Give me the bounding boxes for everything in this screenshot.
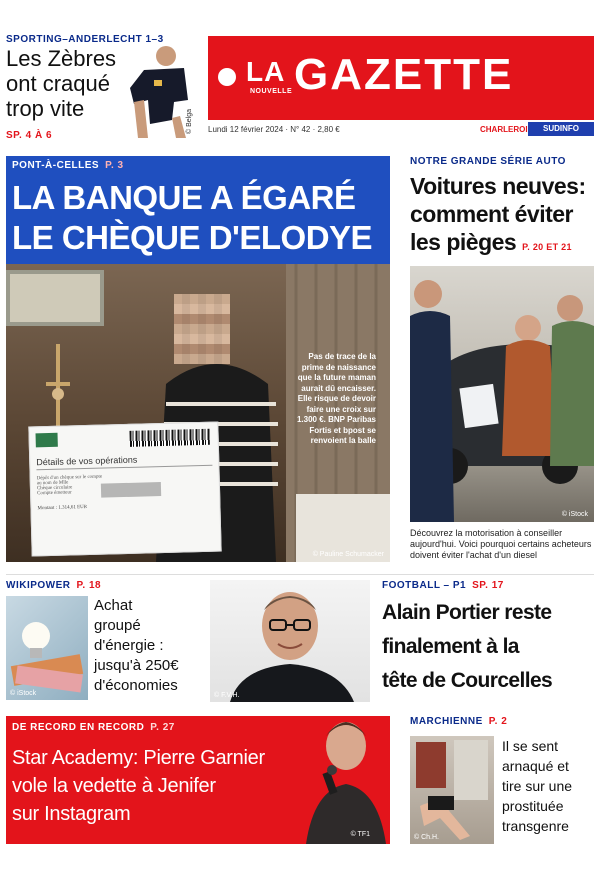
lead-story-photo-credit: © Pauline Schumacker [312,551,384,558]
wikipower-title-line: groupé [94,617,141,634]
marchienne-title-line: tire sur une [502,778,573,794]
auto-story[interactable] [410,156,594,564]
wikipower-photo [6,596,88,700]
document-line: au nom de Mlle [36,480,69,487]
lead-story-blurred-face [174,294,230,364]
lead-story-headline [12,178,384,258]
masthead-publisher-badge[interactable] [528,122,594,136]
lead-story[interactable] [6,156,390,562]
document-title: Détails de vos opérations [36,453,212,471]
auto-story-title-line [410,228,586,261]
lead-story-headline-line: LE CHÈQUE D'ELODYE [12,219,373,256]
lead-story-kicker [12,160,124,171]
marchienne-title-line: arnaqué et [502,758,569,774]
star-academy-title-line: vole la vedette à Jenifer [12,775,216,797]
masthead[interactable] [208,36,594,120]
auto-story-kicker: NOTRE GRANDE SÉRIE AUTO [410,156,566,167]
marchienne-kicker [410,716,507,727]
marchienne-page-ref: P. 2 [488,716,508,727]
auto-story-title-line: comment éviter [410,201,574,227]
wikipower-title-line: jusqu'à 250€ [94,657,179,674]
star-academy-singer-photo [296,716,390,844]
sport-teaser-kicker: SPORTING–ANDERLECHT 1–3 [6,34,164,45]
sport-teaser-page-ref: SP. 4 À 6 [6,130,53,141]
wikipower-photo-credit: © iStock [10,690,37,697]
football-title-line: finalement à la [382,635,519,658]
football-title-line: tête de Courcelles [382,669,553,692]
marchienne-title-line: Il se sent [502,738,559,754]
document-line: Chèque circulaire [36,485,73,492]
sport-teaser-title-line: ont craqué [6,71,110,96]
marchienne-photo-credit: © Ch.H. [414,834,439,841]
wikipower-title-line: Achat [94,597,133,614]
marchienne-title [502,736,572,836]
wikipower-story[interactable] [6,580,202,702]
wikipower-title-line: d'économies [94,677,178,694]
document-line: Dépôt d'un chèque sur le compte [36,474,103,482]
football-title-line: Alain Portier reste [382,601,552,624]
sport-photo-credit: © Belga [186,108,193,134]
document-line: Compte émetteur [37,490,72,497]
marchienne-story[interactable] [410,716,594,844]
masthead-brand-la: LA [246,56,286,87]
star-academy-photo-credit: © TF1 [350,831,370,838]
auto-story-title-text: les pièges [410,229,517,255]
sport-teaser-title [6,46,116,121]
lead-story-photo [6,264,390,562]
auto-story-photo-credit: © iStock [561,511,588,518]
bank-barcode [129,429,209,447]
section-divider [6,574,594,575]
lead-story-bank-document [28,422,221,557]
football-page-ref: SP. 17 [472,580,504,591]
marchienne-title-line: transgenre [502,818,569,834]
marchienne-photo [410,736,494,844]
masthead-publisher-label: SUDINFO [543,124,579,133]
lead-story-caption: Pas de trace de la prime de naissance que la future maman aurait dû encaisser. Elle risque de devoir faire une croix sur 1.300 €. BNP Paribas Fortis et bpost se renvoient la balle [296,352,376,445]
lead-story-headline-line: LA BANQUE A ÉGARÉ [12,179,356,216]
star-academy-title [12,744,312,828]
portier-photo-credit: © F.V.H. [214,692,240,699]
star-academy-kicker [12,722,175,733]
sport-player-photo [114,40,190,140]
sport-teaser-title-line: Les Zèbres [6,46,117,71]
masthead-brand-gazette: GAZETTE [294,50,514,99]
star-academy-kicker-text: DE RECORD EN RECORD [12,722,145,733]
masthead-brand-nouvelle: NOUVELLE [250,88,293,95]
star-academy-page-ref: P. 27 [150,722,175,733]
auto-story-caption: Découvrez la motorisation à conseiller aujourd'hui. Voici pourquoi certains acheteurs doivent éviter l'achat d'un diesel [410,528,592,560]
star-academy-story[interactable] [6,716,390,844]
auto-story-page-ref: P. 20 ET 21 [522,242,572,252]
masthead-issue-line: Lundi 12 février 2024 · N° 42 · 2,80 € [208,125,340,134]
auto-story-title-line: Voitures neuves: [410,173,586,199]
auto-story-title [410,172,586,261]
wikipower-page-ref: P. 18 [76,580,102,591]
football-story[interactable] [382,580,594,702]
masthead-edition: CHARLEROI [480,125,528,134]
auto-story-photo [410,266,594,522]
star-academy-title-line: Star Academy: Pierre Garnier [12,747,265,769]
lead-story-page-ref: P. 3 [105,160,124,171]
lead-story-kicker-text: PONT-À-CELLES [12,160,100,171]
football-kicker [382,580,504,591]
marchienne-title-line: prostituée [502,798,564,814]
sport-teaser-title-line: trop vite [6,96,85,121]
star-academy-title-line: sur Instagram [12,803,131,825]
marchienne-kicker-text: MARCHIENNE [410,716,483,727]
wikipower-kicker-text: WIKIPOWER [6,580,71,591]
portier-photo[interactable] [210,580,370,702]
bank-logo [36,433,58,448]
document-amount: Montant : 1.314,61 EUR [37,505,88,512]
masthead-logo-dot [218,68,236,86]
sport-teaser[interactable] [6,34,196,146]
wikipower-title-line: d'énergie : [94,637,164,654]
document-redaction [101,482,161,498]
wikipower-title [94,596,179,696]
football-title [382,596,552,698]
wikipower-kicker [6,580,101,591]
football-kicker-text: FOOTBALL – P1 [382,580,467,591]
